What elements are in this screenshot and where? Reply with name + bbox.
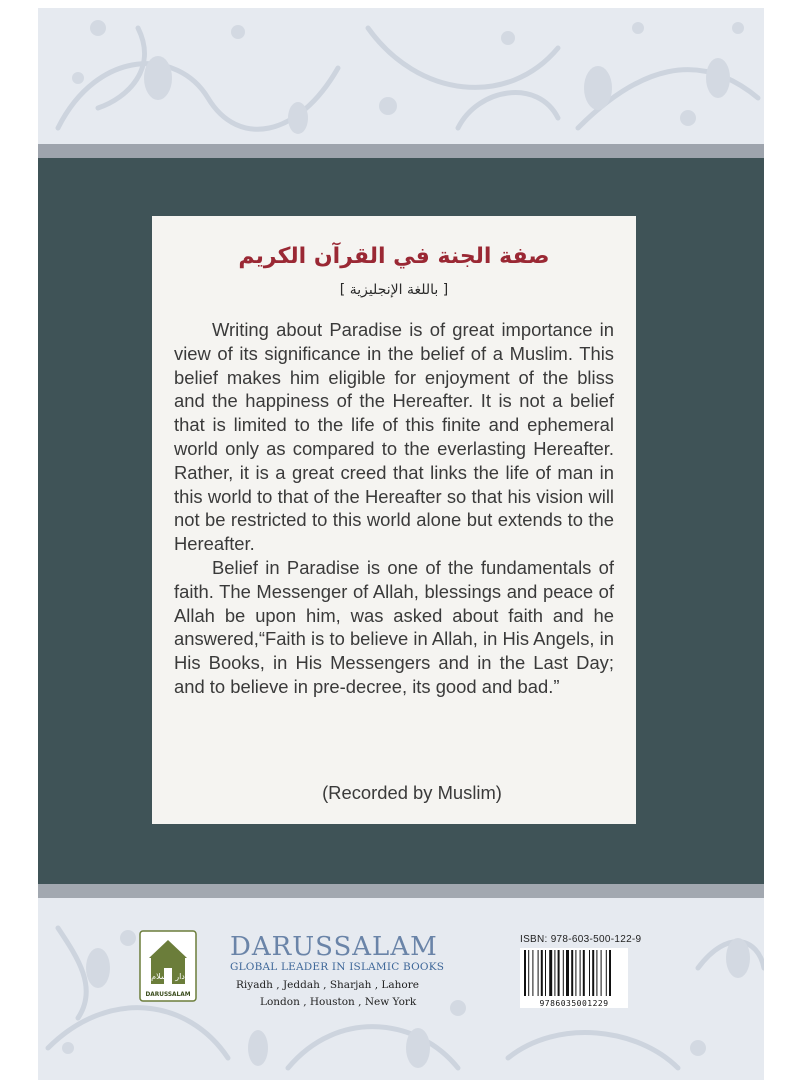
barcode-bar <box>606 950 607 996</box>
barcode-bar <box>549 950 552 996</box>
barcode-bar <box>583 950 585 996</box>
barcode-bar <box>592 950 594 996</box>
publisher-tagline: GLOBAL LEADER IN ISLAMIC BOOKS <box>230 961 445 973</box>
description-text <box>174 318 614 699</box>
barcode-bar <box>541 950 543 996</box>
barcode-bar <box>563 950 564 996</box>
citation: (Recorded by Muslim) <box>322 782 502 803</box>
paragraph-2: Belief in Paradise is one of the fundamentals of faith. The Messenger of Allah, blessings and peace of Allah be upon him, was asked about faith and he answered,“Faith is to believe in Allah, in His Angels, in His Books, in His Messengers and in the Last Day; and to believe in pre-decree, its good and bad.” <box>174 556 614 697</box>
barcode-bar <box>609 950 611 996</box>
barcode-bar <box>596 950 597 996</box>
bottom-stripe <box>38 884 764 898</box>
arabic-subtitle: [ باللغة الإنجليزية ] <box>339 282 449 298</box>
publisher-name: DARUSSALAM <box>230 932 438 962</box>
barcode-bar <box>532 950 533 996</box>
barcode-bar <box>571 950 573 996</box>
paragraph-1: Writing about Paradise is of great importance in view of its significance in the belief of a Muslim. This belief makes him eligible for enjoyment of the bliss and the happiness of the Hereafter. It is not a belief that is limited to the life of this finite and ephemeral world only as compared to the everlasting Hereafter. Rather, it is a great creed that links the life of man in this world to that of the Hereafter so that his vision will not be restricted to this world alone but extends to the Hereafter. <box>174 319 614 555</box>
barcode-bar <box>554 950 555 996</box>
barcode-bar <box>589 950 590 996</box>
barcode-bar <box>566 950 569 996</box>
arabic-title: صفة الجنة في القرآن الكريم <box>238 244 550 269</box>
barcode-bar <box>558 950 560 996</box>
book-emblem-icon <box>139 930 197 1002</box>
top-stripe <box>38 144 764 158</box>
barcode-bar <box>528 950 529 996</box>
barcode-bar <box>538 950 539 996</box>
publisher-cities-line2: London , Houston , New York <box>260 996 417 1008</box>
barcode-bar <box>601 950 602 996</box>
barcode-bar <box>580 950 581 996</box>
barcode-bars <box>524 950 611 996</box>
logo-arabic-text: دار السلام <box>151 972 185 981</box>
isbn-label: ISBN: 978-603-500-122-9 <box>520 934 642 945</box>
barcode-bar <box>524 950 526 996</box>
description-label <box>152 216 636 824</box>
publisher-cities-line1: Riyadh , Jeddah , Sharjah , Lahore <box>236 979 419 991</box>
barcode-bar <box>545 950 546 996</box>
barcode-bar <box>575 950 576 996</box>
book-back-cover <box>38 8 764 1080</box>
barcode <box>520 948 628 1008</box>
barcode-digits: 9786035001229 <box>539 999 609 1008</box>
logo-english-text: DARUSSALAM <box>145 992 191 998</box>
